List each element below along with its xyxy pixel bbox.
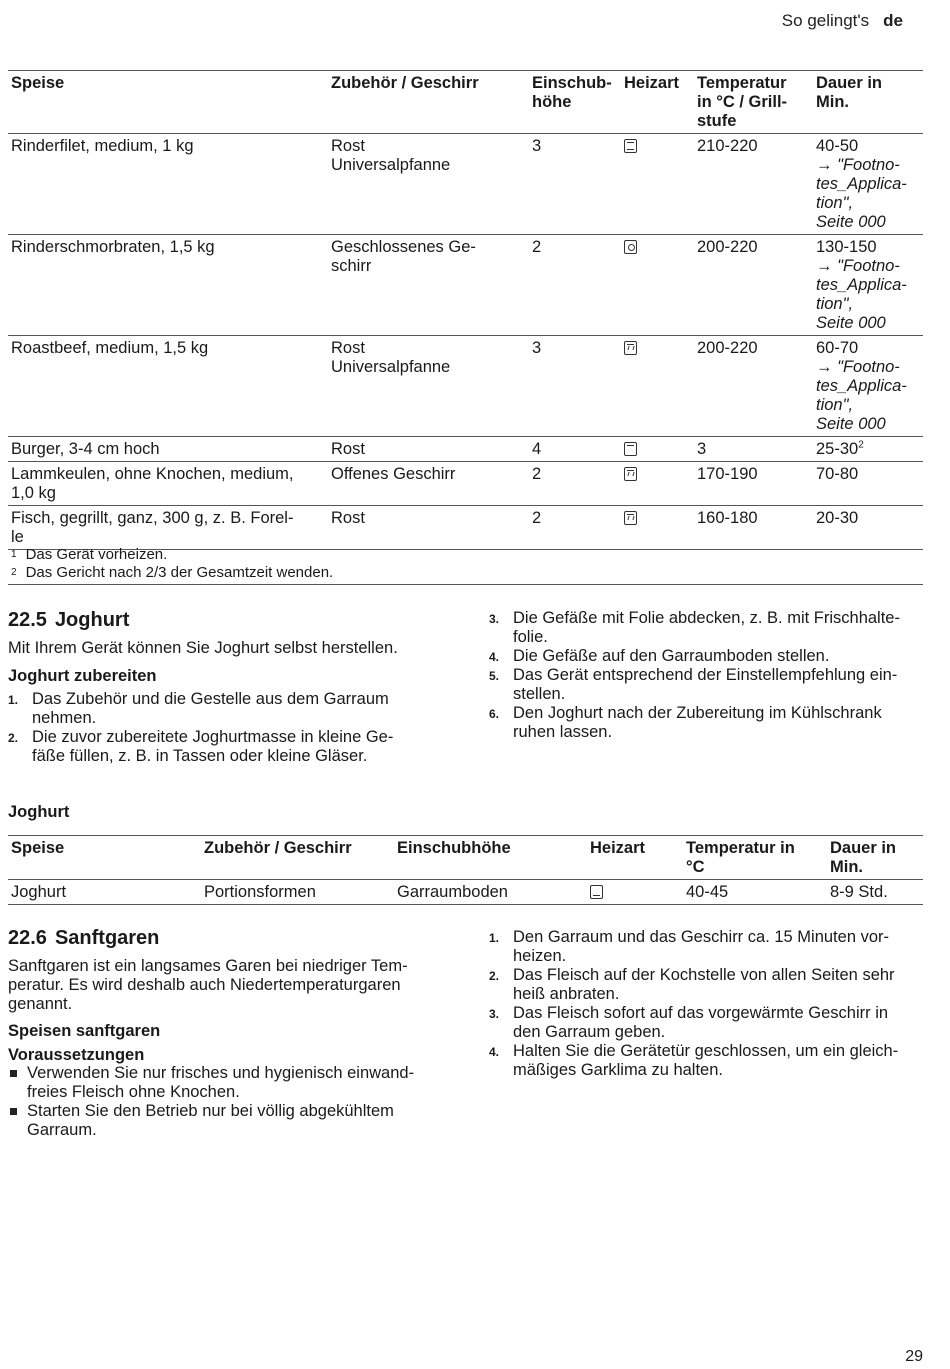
cell-duration: 70-80 [816,465,859,483]
cell-dish: Roastbeef, medium, 1,5 kg [11,339,209,357]
top-bottom-heat-icon [624,139,637,153]
cell-mode [621,437,694,462]
list-item: 2. Das Fleisch auf der Kochstelle von allen Seiten sehr heiß anbraten. [489,966,895,1003]
section-title-joghurt: 22.5 Joghurt [8,609,130,631]
list-item: 1. Den Garraum und das Geschirr ca. 15 Minuten vor- heizen. [489,928,889,965]
grill-large-icon [624,442,637,456]
bottom-heat-icon [590,885,603,899]
list-item: Starten Sie den Betrieb nur bei völlig abgekühltem Garraum. [8,1102,448,1140]
joghurt-table-caption: Joghurt [8,803,70,821]
cell-level: 3 [532,339,542,357]
table-row [8,437,923,462]
cell-temperature: 200-220 [697,238,758,256]
cell-duration: 40-50 → "Footno- tes_Applica- tion", Seite 000 [816,137,907,231]
joghurt-table [8,835,923,905]
list-item: 5. Das Gerät entsprechend der Einstellempfehlung ein- stellen. [489,666,898,703]
cell-temperature: 3 [697,440,707,458]
table-row [8,134,923,235]
circulated-grill-icon [624,341,637,355]
list-item: 4. Die Gefäße auf den Garraumboden stellen. [489,647,830,665]
list-item: 4. Halten Sie die Gerätetür geschlossen, um ein gleich- mäßiges Garklima zu halten. [489,1042,899,1079]
table-row [8,462,923,506]
cell-accessory: Rost [331,509,365,527]
bullet-icon [10,1108,17,1115]
cell-temperature: 160-180 [697,509,758,527]
cell-temperature: 210-220 [697,137,758,155]
hot-air-icon [624,240,637,254]
footnote: $^1$ Das Gerät vorheizen. [11,546,168,563]
sanftgaren-subhead: Speisen sanftgaren [8,1022,161,1040]
list-item: 2. Die zuvor zubereitete Joghurtmasse in kleine Ge- fäße füllen, z. B. in Tassen oder kleine Gläser. [8,728,394,765]
joghurt-intro: Mit Ihrem Gerät können Sie Joghurt selbst herstellen. [8,639,398,657]
cell-dish: Burger, 3-4 cm hoch [11,440,160,458]
cell-accessory: Offenes Geschirr [331,465,456,483]
cell-level: 2 [532,465,542,483]
header-language: de [883,11,903,30]
col-header-accessory: Zubehör / Geschirr [204,839,352,857]
running-header [782,11,903,31]
cell-mode [621,134,694,235]
list-item: 3. Die Gefäße mit Folie abdecken, z. B. mit Frischhalte- folie. [489,609,900,646]
cell-dish: Fisch, gegrillt, ganz, 300 g, z. B. Forel- le [11,509,294,546]
page-number: 29 [905,1348,923,1365]
col-header-level: Einschubhöhe [397,839,511,857]
cell-duration: 8-9 Std. [830,883,888,901]
cell-accessory: Rost Universalpfanne [331,339,451,376]
col-header-temperature: Temperatur in °C / Grill- stufe [697,74,788,130]
col-header-mode: Heizart [590,839,646,857]
cell-mode [621,462,694,506]
col-header-temperature: Temperatur in °C [686,839,795,876]
cell-level: 2 [532,238,542,256]
cell-accessory: Rost [331,440,365,458]
col-header-duration: Dauer in Min. [816,74,883,111]
footnote: $^2$ Das Gericht nach 2/3 der Gesamtzeit wenden. [11,564,334,581]
cell-duration: 20-30 [816,509,859,527]
col-header-dish: Speise [11,74,65,92]
header-section: So gelingt's [781,11,870,30]
joghurt-subhead: Joghurt zubereiten [8,667,157,685]
cell-accessory: Rost Universalpfanne [331,137,451,174]
cell-duration: 60-70 → "Footno- tes_Applica- tion", Seite 000 [816,339,907,433]
cell-duration: 130-150 → "Footno- tes_Applica- tion", Seite 000 [816,238,907,332]
col-header-accessory: Zubehör / Geschirr [331,74,479,92]
cell-accessory: Portionsformen [204,883,316,901]
cell-temperature: 170-190 [697,465,758,483]
table-header-row [8,71,923,134]
circulated-grill-icon [624,511,637,525]
col-header-mode: Heizart [624,74,680,92]
list-item: 3. Das Fleisch sofort auf das vorgewärmte Geschirr in den Garraum geben. [489,1004,889,1041]
cell-accessory: Geschlossenes Ge- schirr [331,238,476,275]
cell-mode [621,506,694,550]
cell-dish: Joghurt [11,883,67,901]
col-header-dish: Speise [11,839,65,857]
table-row [8,506,923,550]
bullet-icon [10,1070,17,1077]
cell-duration: $25-30^2$ [816,439,864,458]
cell-dish: Lammkeulen, ohne Knochen, medium, 1,0 kg [11,465,294,502]
joghurt-steps-left [8,690,448,766]
joghurt-steps-right [489,609,929,742]
sanftgaren-intro: Sanftgaren ist ein langsames Garen bei niedriger Tem- peratur. Es wird deshalb auch Niedertemperaturgaren genannt. [8,957,408,1013]
col-header-duration: Dauer in Min. [830,839,897,876]
cell-level: 4 [532,440,542,458]
cell-mode [621,235,694,336]
cell-mode [587,880,683,905]
sanftgaren-steps [489,928,929,1080]
prerequisites-list [8,1064,448,1140]
sanftgaren-prerequisites: Voraussetzungen [8,1046,145,1064]
table-footnotes [8,546,923,585]
list-item: 1. Das Zubehör und die Gestelle aus dem Garraum nehmen. [8,690,389,727]
roasting-table [8,70,923,550]
cell-temperature: 200-220 [697,339,758,357]
list-item: 6. Den Joghurt nach der Zubereitung im Kühlschrank ruhen lassen. [489,704,882,741]
circulated-grill-icon [624,467,637,481]
cell-mode [621,336,694,437]
cell-level: 2 [532,509,542,527]
cell-level: 3 [532,137,542,155]
section-title-sanftgaren: 22.6 Sanftgaren [8,927,160,949]
cell-dish: Rinderfilet, medium, 1 kg [11,137,194,155]
table-row [8,880,923,905]
cell-level: Garraumboden [397,883,508,901]
col-header-level: Einschub- höhe [532,74,612,111]
table-header-row [8,836,923,880]
list-item: Verwenden Sie nur frisches und hygienisch einwand- freies Fleisch ohne Knochen. [8,1064,448,1102]
cell-dish: Rinderschmorbraten, 1,5 kg [11,238,215,256]
table-row [8,235,923,336]
cell-temperature: 40-45 [686,883,729,901]
table-row [8,336,923,437]
